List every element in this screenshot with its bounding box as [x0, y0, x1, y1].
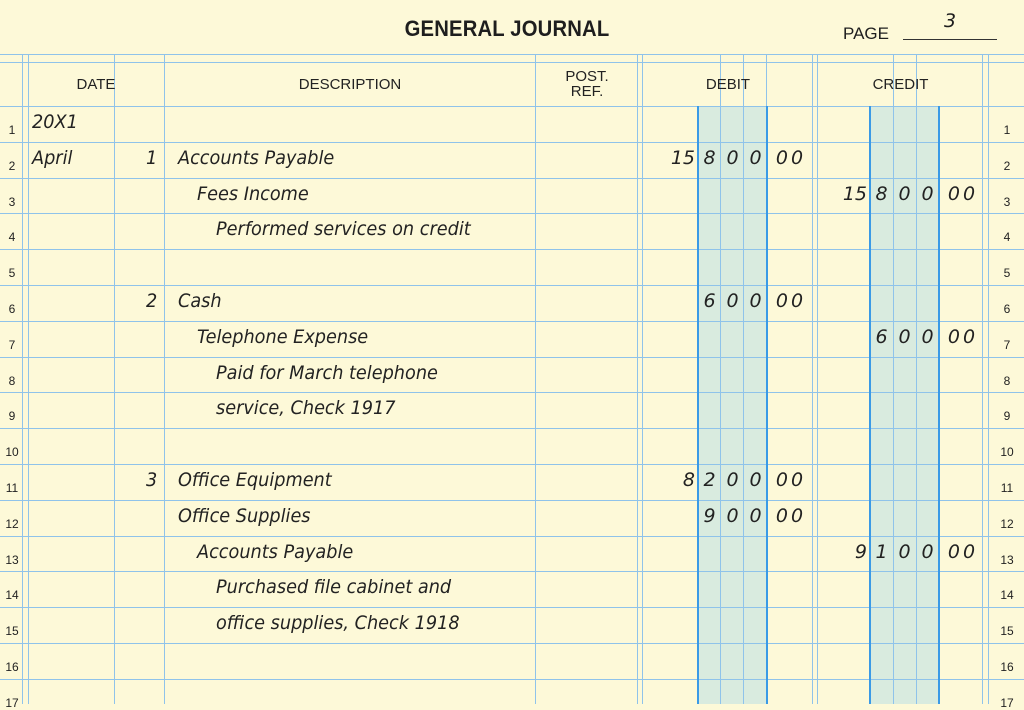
credit-amount-digit: 0	[898, 326, 911, 348]
grid-line-top	[0, 54, 1024, 55]
column-header-date: DATE	[76, 75, 116, 93]
line-number-l: 12	[5, 517, 19, 531]
credit-amount-cents: 00	[947, 541, 979, 563]
page-number: 3	[943, 10, 957, 32]
line-number-r: 3	[1003, 195, 1011, 209]
credit-amount-digit: 8	[875, 183, 888, 205]
credit-amount-digit: 6	[875, 326, 888, 348]
post-ref-line1: POST.	[565, 68, 609, 85]
line-number-l: 16	[5, 660, 19, 674]
credit-amount-digit: 0	[898, 541, 911, 563]
entry-description: Telephone Expense	[197, 326, 369, 348]
line-number-r: 17	[1000, 696, 1014, 710]
line-number-l: 14	[5, 588, 19, 602]
grid-line-column	[988, 54, 989, 704]
entry-description: Office Equipment	[178, 469, 332, 491]
line-number-l: 15	[5, 624, 19, 638]
grid-line-column	[637, 54, 638, 704]
line-number-l: 17	[5, 696, 19, 710]
debit-amount-digit: 0	[726, 290, 739, 312]
debit-shade-band	[698, 106, 766, 704]
line-number-l: 5	[8, 266, 16, 280]
grid-line-column	[28, 54, 29, 704]
grid-line-column	[916, 54, 917, 704]
grid-line-column	[817, 54, 818, 704]
entry-date-month: 20X1	[32, 111, 78, 133]
line-number-r: 16	[1000, 660, 1014, 674]
entry-date-month: April	[32, 147, 73, 169]
grid-line-column	[982, 54, 983, 704]
line-number-l: 3	[8, 195, 16, 209]
grid-line-column	[642, 54, 643, 704]
column-header-description: DESCRIPTION	[298, 75, 402, 93]
debit-amount-digit: 0	[726, 469, 739, 491]
line-number-l: 10	[5, 445, 19, 459]
credit-amount-digit: 0	[921, 183, 934, 205]
debit-amount-thousands: 15	[670, 147, 695, 169]
credit-amount-thousands: 15	[842, 183, 867, 205]
entry-description: Accounts Payable	[178, 147, 335, 169]
entry-date-day: 2	[146, 290, 158, 312]
column-header-post-ref	[536, 64, 638, 104]
grid-line-column	[164, 54, 165, 704]
line-number-l: 2	[8, 159, 16, 173]
debit-amount-digit: 2	[703, 469, 716, 491]
column-header-credit: CREDIT	[872, 75, 929, 93]
post-ref-line2: REF.	[570, 83, 604, 100]
entry-description: office supplies, Check 1918	[216, 612, 460, 634]
debit-amount-cents: 00	[775, 147, 807, 169]
journal-title: GENERAL JOURNAL	[404, 16, 610, 41]
line-number-l: 9	[8, 409, 16, 423]
line-number-l: 7	[8, 338, 16, 352]
debit-amount-digit: 6	[703, 290, 716, 312]
line-number-l: 13	[5, 553, 19, 567]
line-number-r: 8	[1003, 374, 1011, 388]
debit-amount-digit: 0	[749, 290, 762, 312]
debit-amount-digit: 0	[726, 147, 739, 169]
debit-amount-digit: 0	[749, 147, 762, 169]
grid-line-column	[114, 54, 115, 704]
line-number-l: 11	[5, 481, 19, 495]
line-number-r: 12	[1000, 517, 1014, 531]
entry-date-day: 3	[146, 469, 158, 491]
debit-amount-cents: 00	[775, 290, 807, 312]
line-number-l: 8	[8, 374, 16, 388]
entry-date-day: 1	[146, 147, 158, 169]
entry-description: Purchased file cabinet and	[216, 576, 452, 598]
entry-description: service, Check 1917	[216, 397, 396, 419]
credit-amount-cents: 00	[947, 326, 979, 348]
credit-amount-digit: 1	[875, 541, 888, 563]
credit-amount-digit: 0	[898, 183, 911, 205]
debit-amount-digit: 0	[749, 469, 762, 491]
debit-amount-digit: 0	[749, 505, 762, 527]
entry-description: Office Supplies	[178, 505, 311, 527]
credit-amount-digit: 0	[921, 326, 934, 348]
line-number-r: 7	[1003, 338, 1011, 352]
debit-amount-digit: 9	[703, 505, 716, 527]
entry-description: Paid for March telephone	[216, 362, 438, 384]
line-number-l: 6	[8, 302, 16, 316]
page-label: PAGE	[843, 24, 889, 43]
line-number-r: 1	[1003, 123, 1011, 137]
line-number-r: 6	[1003, 302, 1011, 316]
grid-line-column	[893, 54, 894, 704]
entry-description: Fees Income	[197, 183, 309, 205]
entry-description: Accounts Payable	[197, 541, 354, 563]
line-number-r: 10	[1000, 445, 1014, 459]
grid-line-column	[535, 54, 536, 704]
line-number-r: 2	[1003, 159, 1011, 173]
credit-amount-thousands: 9	[854, 541, 867, 563]
debit-amount-cents: 00	[775, 505, 807, 527]
grid-line-column-money	[697, 106, 699, 704]
line-number-l: 4	[8, 230, 16, 244]
debit-amount-thousands: 8	[682, 469, 695, 491]
line-number-r: 15	[1000, 624, 1014, 638]
credit-amount-digit: 0	[921, 541, 934, 563]
credit-amount-cents: 00	[947, 183, 979, 205]
line-number-r: 14	[1000, 588, 1014, 602]
line-number-r: 4	[1003, 230, 1011, 244]
line-number-r: 5	[1003, 266, 1011, 280]
column-header-debit: DEBIT	[705, 75, 751, 93]
page-number-underline	[903, 39, 997, 40]
debit-amount-cents: 00	[775, 469, 807, 491]
entry-description: Cash	[178, 290, 222, 312]
line-number-r: 11	[1000, 481, 1014, 495]
line-number-r: 13	[1000, 553, 1014, 567]
debit-amount-digit: 0	[726, 505, 739, 527]
entry-description: Performed services on credit	[216, 218, 471, 240]
debit-amount-digit: 8	[703, 147, 716, 169]
line-number-r: 9	[1003, 409, 1011, 423]
grid-line-column-money	[766, 106, 768, 704]
line-number-l: 1	[8, 123, 16, 137]
